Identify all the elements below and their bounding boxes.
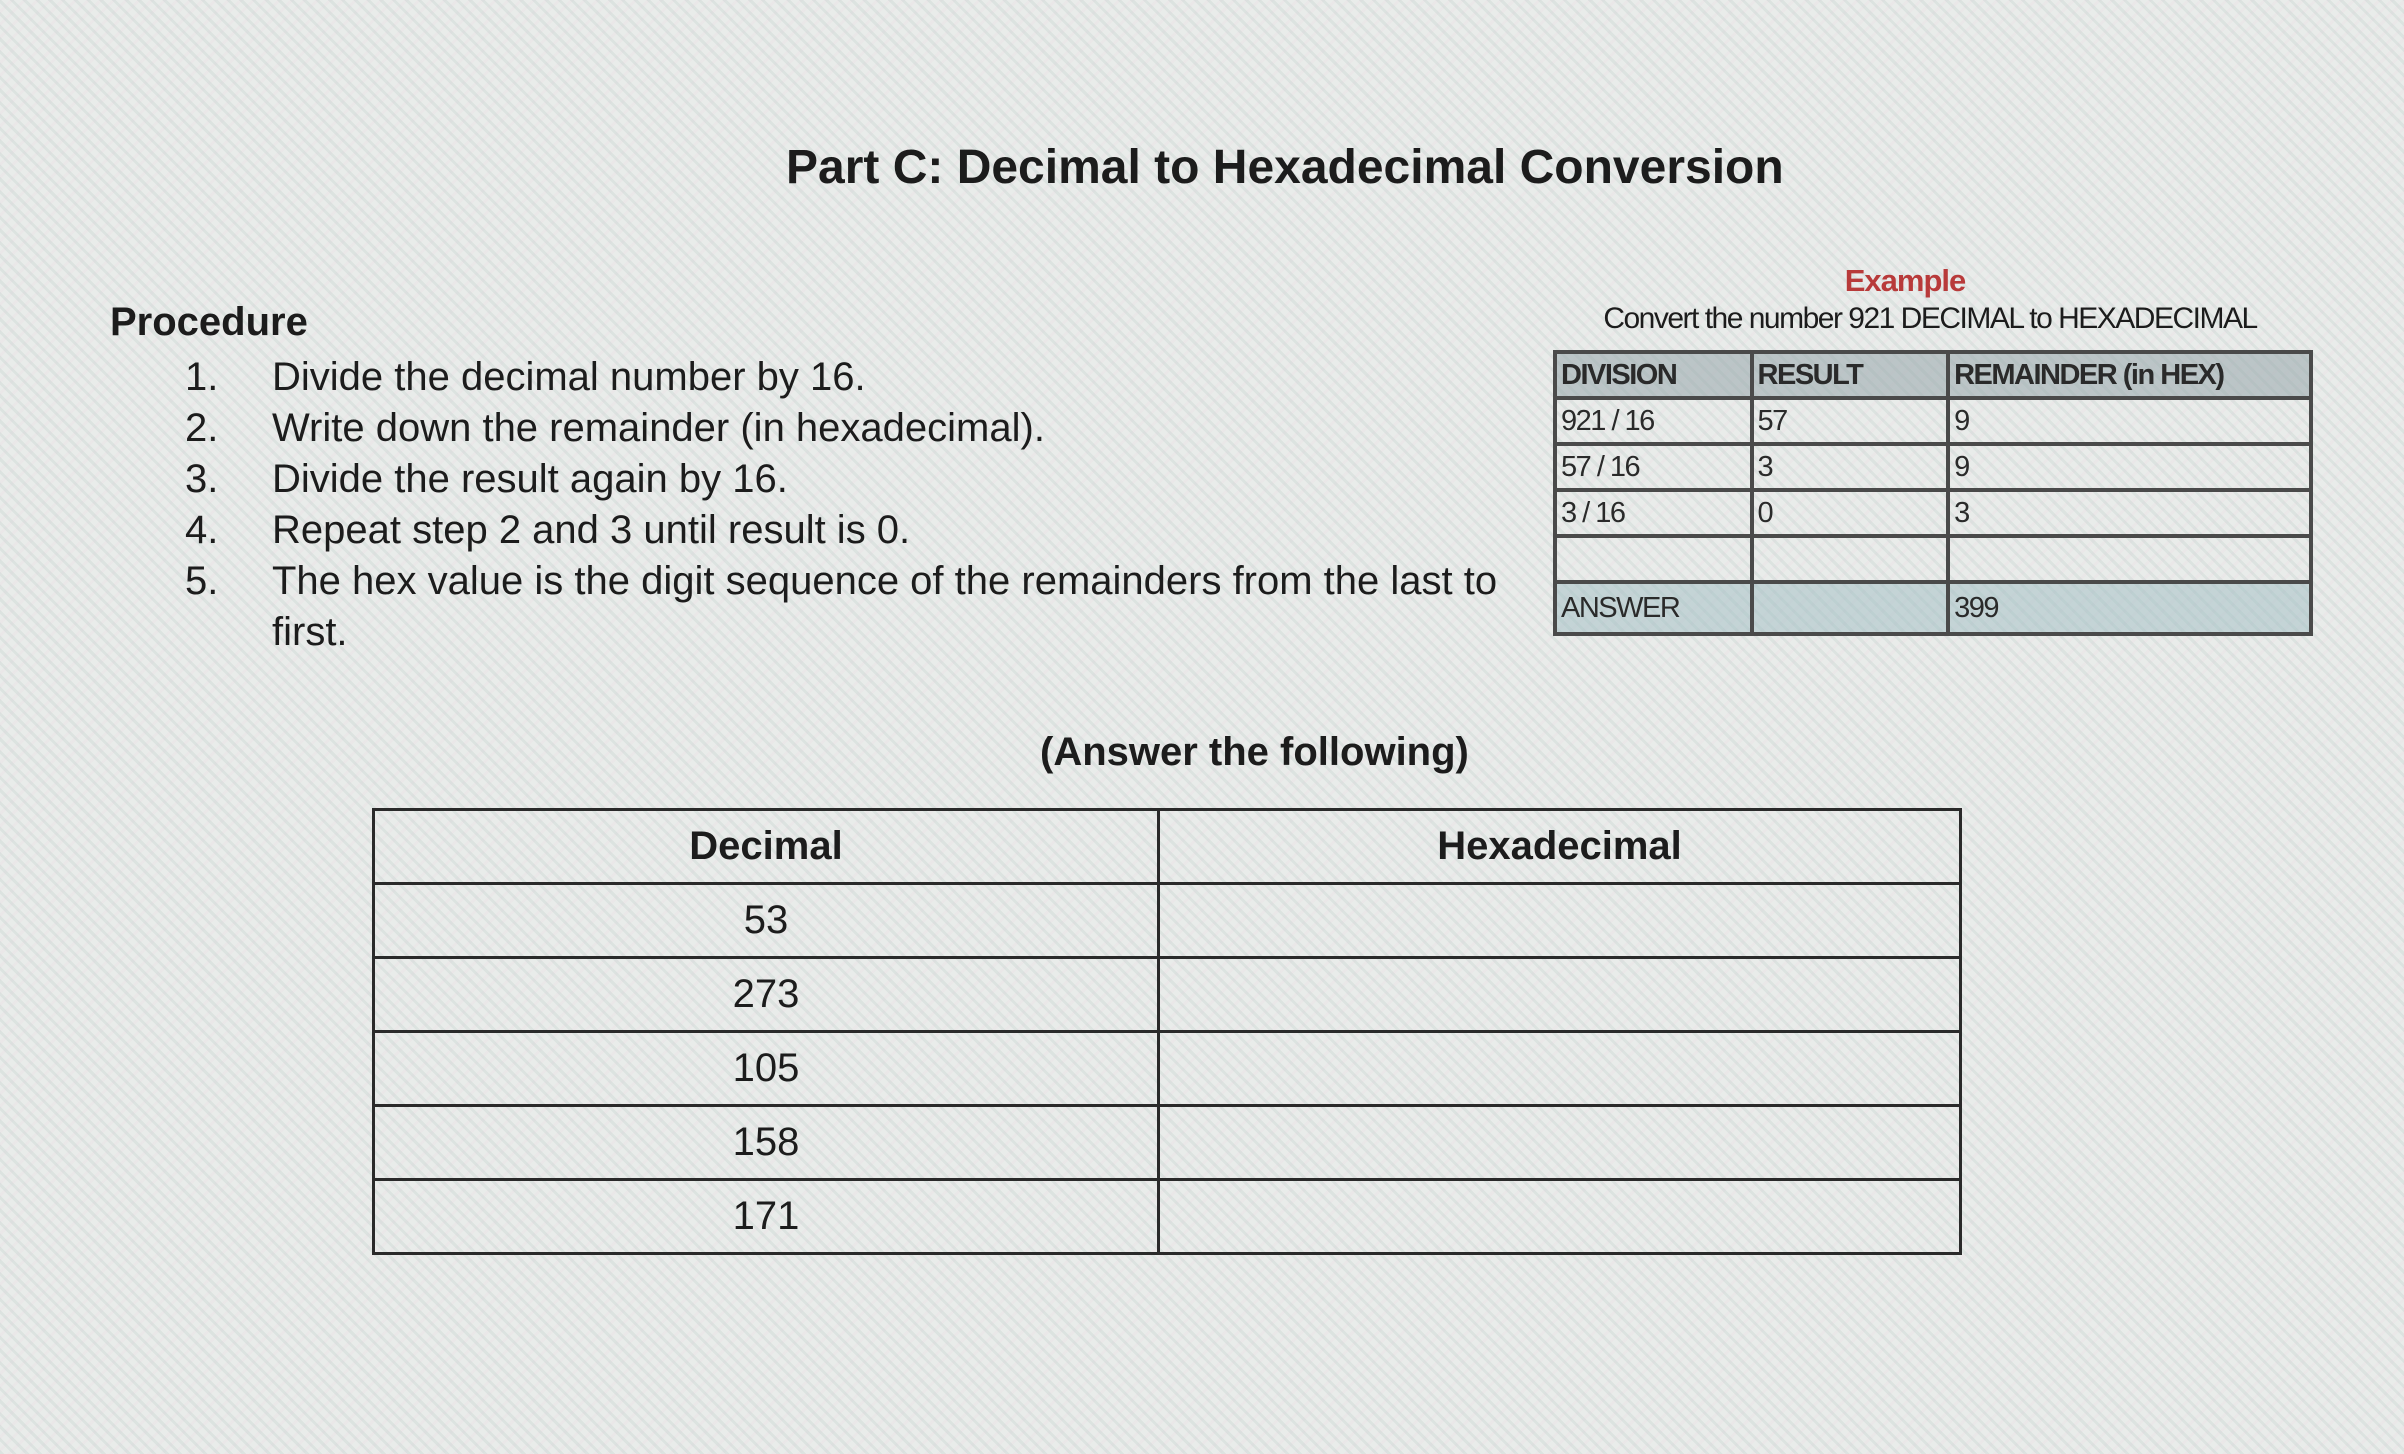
answers-header-row [374, 810, 1961, 884]
example-cell: 3 / 16 [1555, 490, 1752, 536]
step-number: 5. [185, 559, 219, 603]
example-header-cell: DIVISION [1555, 352, 1752, 398]
procedure-step [185, 352, 1515, 403]
decimal-header: Decimal [374, 810, 1159, 884]
example-cell: 9 [1948, 398, 2311, 444]
hexadecimal-answer-cell[interactable] [1159, 958, 1961, 1032]
decimal-cell: 158 [374, 1106, 1159, 1180]
example-cell [1752, 582, 1949, 634]
step-text: Divide the decimal number by 16. [272, 355, 866, 399]
step-number: 3. [185, 457, 219, 501]
hexadecimal-answer-cell[interactable] [1159, 1106, 1961, 1180]
table-row [374, 1106, 1961, 1180]
step-number: 1. [185, 355, 219, 399]
hexadecimal-answer-cell[interactable] [1159, 884, 1961, 958]
example-row [1555, 490, 2311, 536]
example-header-cell: RESULT [1752, 352, 1949, 398]
example-cell [1555, 536, 1752, 582]
example-cell: 57 / 16 [1555, 444, 1752, 490]
decimal-cell: 171 [374, 1180, 1159, 1254]
answer-prompt: (Answer the following) [1040, 730, 1469, 774]
table-row [374, 884, 1961, 958]
table-row [374, 958, 1961, 1032]
example-row [1555, 536, 2311, 582]
step-text: Divide the result again by 16. [272, 457, 788, 501]
procedure-step [185, 505, 1515, 556]
table-row [374, 1180, 1961, 1254]
example-header-row [1555, 352, 2311, 398]
procedure-step [185, 454, 1515, 505]
decimal-cell: 273 [374, 958, 1159, 1032]
example-row [1555, 444, 2311, 490]
decimal-cell: 53 [374, 884, 1159, 958]
example-header-cell: REMAINDER (in HEX) [1948, 352, 2311, 398]
procedure-heading: Procedure [110, 300, 308, 344]
example-answer-label: ANSWER [1555, 582, 1752, 634]
hexadecimal-answer-cell[interactable] [1159, 1032, 1961, 1106]
hexadecimal-header: Hexadecimal [1159, 810, 1961, 884]
hexadecimal-answer-cell[interactable] [1159, 1180, 1961, 1254]
example-cell [1948, 536, 2311, 582]
step-number: 2. [185, 406, 219, 450]
example-cell: 0 [1752, 490, 1949, 536]
example-answer-row [1555, 582, 2311, 634]
step-text: Write down the remainder (in hexadecimal). [272, 406, 1045, 450]
procedure-steps [185, 352, 1515, 658]
example-title: Example [1844, 263, 1966, 298]
step-text: Repeat step 2 and 3 until result is 0. [272, 508, 911, 552]
step-text: The hex value is the digit sequence of the remainders from the last to first. [272, 559, 1498, 654]
example-table [1553, 350, 2313, 636]
example-cell [1752, 536, 1949, 582]
procedure-step [185, 403, 1515, 454]
example-answer-value: 399 [1948, 582, 2311, 634]
example-row [1555, 398, 2311, 444]
decimal-cell: 105 [374, 1032, 1159, 1106]
example-cell: 3 [1948, 490, 2311, 536]
example-subtitle: Convert the number 921 DECIMAL to HEXADECIMAL [1603, 302, 2257, 335]
example-cell: 3 [1752, 444, 1949, 490]
example-cell: 921 / 16 [1555, 398, 1752, 444]
page-title: Part C: Decimal to Hexadecimal Conversion [786, 141, 1784, 194]
procedure-step [185, 556, 1515, 658]
example-cell: 9 [1948, 444, 2311, 490]
table-row [374, 1032, 1961, 1106]
answers-table [372, 808, 1962, 1255]
step-number: 4. [185, 508, 219, 552]
example-cell: 57 [1752, 398, 1949, 444]
